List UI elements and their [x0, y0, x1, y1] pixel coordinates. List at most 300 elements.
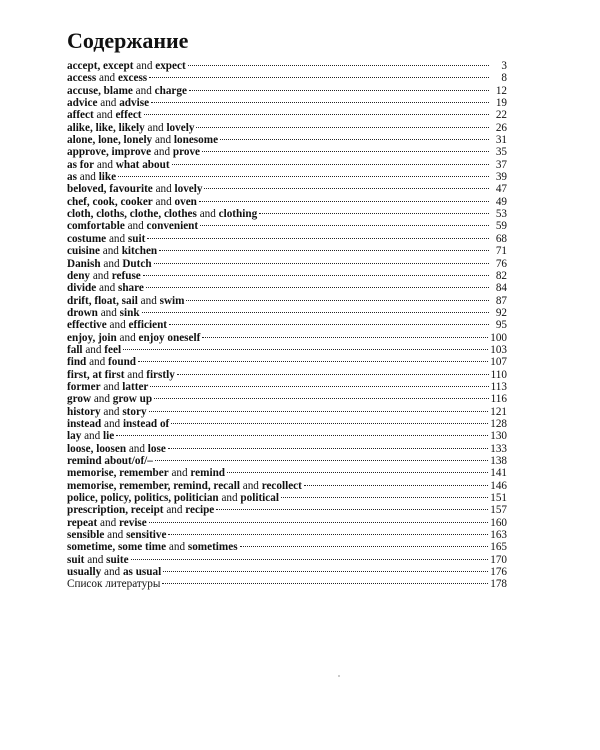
- toc-term: refuse: [111, 269, 141, 282]
- toc-entry-label: [67, 245, 157, 257]
- dot-leader: [150, 386, 488, 387]
- dot-leader: [147, 238, 489, 239]
- page-number: 100: [490, 331, 507, 344]
- toc-term: comfortable: [67, 220, 125, 233]
- toc-term: as usual: [122, 566, 162, 579]
- toc-term: usually: [67, 566, 102, 579]
- toc-term: sensible: [67, 529, 105, 542]
- toc-entry-label: [67, 171, 116, 183]
- toc-entry: [67, 554, 507, 566]
- toc-entry: [67, 418, 507, 430]
- toc-entry-label: [67, 467, 225, 479]
- dot-leader: [168, 534, 488, 535]
- toc-term: enjoy oneself: [138, 331, 201, 344]
- toc-connector: and: [94, 158, 116, 171]
- dot-leader: [202, 337, 488, 338]
- toc-term: as: [67, 171, 77, 184]
- toc-term: approve, improve: [67, 146, 152, 159]
- toc-term: remind about/of/–: [67, 455, 153, 467]
- toc-entry: [67, 270, 507, 282]
- dot-leader: [116, 435, 488, 436]
- page-number: 141: [490, 467, 507, 480]
- toc-term: chef, cook, cooker: [67, 195, 153, 208]
- toc-term: alone, lone, lonely: [67, 134, 153, 147]
- toc-term: deny: [67, 269, 91, 282]
- document-page: [67, 28, 507, 591]
- toc-entry-label: [67, 504, 214, 516]
- toc-entry: [67, 307, 507, 319]
- toc-entry-label: [67, 344, 121, 356]
- toc-entry-label: [67, 529, 166, 541]
- toc-entry-label: [67, 282, 144, 294]
- toc-entry-label: [67, 233, 145, 245]
- page-number: 110: [490, 368, 507, 381]
- toc-term: advise: [119, 97, 150, 110]
- toc-term: recipe: [185, 504, 215, 517]
- toc-entry-label: [67, 220, 198, 232]
- toc-connector: and: [96, 282, 118, 295]
- toc-term: as for: [67, 158, 95, 171]
- toc-connector: and: [96, 72, 118, 85]
- toc-entry-label: [67, 418, 169, 430]
- toc-entry-label: [67, 406, 147, 418]
- page-number: 26: [495, 121, 507, 134]
- toc-connector: and: [124, 220, 147, 233]
- toc-entry-label: [67, 109, 142, 121]
- toc-connector: and: [97, 306, 120, 319]
- toc-term: political: [240, 492, 279, 505]
- toc-term: clothing: [218, 208, 258, 221]
- toc-term: effective: [67, 319, 107, 332]
- toc-connector: and: [100, 257, 123, 270]
- toc-term: lay: [67, 430, 82, 443]
- toc-entry-label: [67, 455, 153, 467]
- dot-leader: [202, 151, 489, 152]
- toc-term: Danish: [67, 257, 101, 270]
- toc-term: drift, float, sail: [67, 294, 138, 307]
- toc-connector: and: [90, 269, 112, 282]
- toc-entry: [67, 517, 507, 529]
- toc-entry-label: [67, 554, 129, 566]
- page-number: 146: [490, 479, 507, 492]
- toc-connector: and: [97, 97, 120, 110]
- page-number: 133: [490, 442, 507, 455]
- toc-term: police, policy, politics, politician: [67, 492, 219, 505]
- toc-connector: and: [166, 541, 188, 554]
- toc-term: kitchen: [121, 245, 158, 258]
- toc-connector: and: [100, 405, 123, 418]
- toc-term: suit: [67, 553, 85, 566]
- toc-connector: and: [126, 442, 148, 455]
- toc-term: sensitive: [126, 529, 167, 542]
- toc-term: remind: [190, 467, 226, 480]
- toc-term: charge: [154, 84, 187, 97]
- toc-entry: [67, 97, 507, 109]
- toc-term: suite: [106, 553, 129, 566]
- toc-entry: [67, 109, 507, 121]
- dot-leader: [281, 497, 488, 498]
- toc-term: lose: [147, 442, 166, 455]
- toc-entry-label: [67, 319, 167, 331]
- toc-entry-label: [67, 122, 194, 134]
- toc-entry-label: [67, 332, 200, 344]
- page-number: 121: [490, 405, 507, 418]
- toc-entry-label: [67, 85, 187, 97]
- toc-term: convenient: [146, 220, 199, 233]
- toc-entry-label: [67, 541, 238, 553]
- dot-leader: [151, 102, 489, 103]
- toc-term: former: [67, 380, 101, 393]
- toc-connector: and: [99, 245, 122, 258]
- toc-entry: [67, 159, 507, 171]
- toc-entry-label: [67, 356, 136, 368]
- toc-term: repeat: [67, 516, 98, 529]
- toc-term: Dutch: [122, 257, 152, 270]
- toc-entry-label: [67, 208, 257, 220]
- toc-connector: and: [116, 331, 139, 344]
- dot-leader: [216, 509, 488, 510]
- dot-leader: [304, 485, 488, 486]
- page-title: Содержание: [67, 28, 189, 53]
- toc-entry-label: [67, 566, 161, 578]
- toc-entry-label: [67, 97, 149, 109]
- page-number: 49: [495, 195, 507, 208]
- toc-term: efficient: [128, 319, 168, 332]
- toc-term: accept, except: [67, 60, 134, 72]
- dot-leader: [240, 546, 489, 547]
- toc-term: sometimes: [187, 541, 238, 554]
- toc-connector: and: [91, 393, 113, 406]
- dot-leader: [227, 472, 488, 473]
- toc-entry-label: [67, 517, 147, 529]
- page-number: 163: [490, 529, 507, 542]
- dot-leader: [200, 225, 489, 226]
- dot-leader: [220, 139, 489, 140]
- toc-connector: and: [133, 60, 156, 72]
- toc-entry: [67, 344, 507, 356]
- toc-entry: [67, 282, 507, 294]
- toc-term: costume: [67, 232, 107, 245]
- dot-leader: [154, 398, 489, 399]
- toc-entry: [67, 319, 507, 331]
- toc-entry: [67, 356, 507, 368]
- page-number: 12: [495, 84, 507, 97]
- page-number: 92: [495, 306, 507, 319]
- dot-leader: [188, 65, 489, 66]
- page-number: 8: [501, 72, 507, 85]
- dot-leader: [172, 164, 489, 165]
- dot-leader: [146, 287, 489, 288]
- toc-connector: and: [101, 566, 123, 579]
- toc-connector: and: [86, 356, 109, 369]
- page-number: 76: [495, 257, 507, 270]
- toc-connector: and: [163, 504, 186, 517]
- toc-entry: [67, 492, 507, 504]
- toc-term: sometime, some time: [67, 541, 167, 554]
- toc-entry: [67, 578, 507, 590]
- dot-leader: [199, 201, 489, 202]
- toc-entry-label: [67, 60, 186, 72]
- toc-term: lonesome: [173, 134, 219, 147]
- toc-term: what about: [115, 158, 170, 171]
- page-number: 47: [495, 183, 507, 196]
- toc-term: alike, like, likely: [67, 121, 145, 134]
- dot-leader: [162, 583, 488, 584]
- toc-entry: [67, 443, 507, 455]
- toc-entry: [67, 455, 507, 467]
- toc-entry-label: [67, 480, 302, 492]
- toc-entry: [67, 332, 507, 344]
- toc-term: enjoy, join: [67, 331, 117, 344]
- toc-term: cuisine: [67, 245, 100, 258]
- toc-term: firstly: [146, 368, 175, 381]
- toc-connector: and: [196, 208, 219, 221]
- dot-leader: [131, 559, 489, 560]
- toc-entry: [67, 196, 507, 208]
- toc-term: affect: [67, 109, 94, 122]
- toc-entry-label: [67, 183, 202, 195]
- toc-entry-label: [67, 146, 200, 158]
- toc-term: access: [67, 72, 97, 85]
- toc-connector: and: [152, 134, 174, 147]
- page-number: 128: [490, 417, 507, 430]
- page-number: 95: [495, 319, 507, 332]
- toc-term: instead: [67, 417, 102, 430]
- toc-connector: and: [84, 553, 107, 566]
- toc-term: prescription, receipt: [67, 504, 164, 517]
- toc-term: share: [117, 282, 144, 295]
- toc-entry-label: [67, 295, 184, 307]
- page-number: 160: [490, 516, 507, 529]
- page-number: 130: [490, 430, 507, 443]
- toc-entry: [67, 245, 507, 257]
- toc-entry: [67, 60, 507, 72]
- dot-leader: [168, 448, 488, 449]
- toc-term: oven: [174, 195, 197, 208]
- toc-term: lie: [103, 430, 115, 443]
- page-number: 87: [495, 294, 507, 307]
- toc-term: revise: [119, 516, 147, 529]
- toc-entry: [67, 220, 507, 232]
- toc-connector: and: [168, 467, 191, 480]
- dot-leader: [171, 423, 488, 424]
- toc-connector: and: [81, 430, 104, 443]
- toc-connector: and: [106, 319, 129, 332]
- page-number: 31: [495, 134, 507, 147]
- toc-entry-label: [67, 393, 152, 405]
- dot-leader: [186, 300, 489, 301]
- toc-term: feel: [104, 343, 122, 356]
- toc-entry: [67, 122, 507, 134]
- toc-connector: and: [97, 516, 119, 529]
- toc-connector: and: [104, 529, 127, 542]
- page-number: 53: [495, 208, 507, 221]
- toc-entry-label: [67, 381, 148, 393]
- toc-connector: and: [151, 146, 173, 159]
- toc-connector: and: [76, 171, 99, 184]
- toc-term: accuse, blame: [67, 84, 133, 97]
- toc-entry: [67, 72, 507, 84]
- toc-term: like: [98, 171, 117, 184]
- toc-term: swim: [159, 294, 185, 307]
- toc-connector: and: [82, 343, 105, 356]
- toc-term: drown: [67, 306, 98, 319]
- toc-term: excess: [117, 72, 148, 85]
- toc-entry: [67, 233, 507, 245]
- toc-entry-label: [67, 159, 170, 171]
- toc-entry-label: [67, 196, 197, 208]
- toc-term: effect: [115, 109, 142, 122]
- dot-leader: [154, 263, 489, 264]
- page-number: 178: [490, 578, 507, 591]
- dot-leader: [118, 176, 489, 177]
- page-number: 19: [495, 97, 507, 110]
- toc-term: prove: [172, 146, 201, 159]
- toc-entry-label: [67, 270, 141, 282]
- toc-term: advice: [67, 97, 98, 110]
- toc-connector: and: [218, 492, 241, 505]
- page-number: 71: [495, 245, 507, 258]
- toc-entry: [67, 369, 507, 381]
- toc-term: story: [122, 405, 147, 418]
- toc-entry-label: [67, 492, 279, 504]
- page-number: 37: [495, 158, 507, 171]
- page-number: 157: [490, 504, 507, 517]
- page-number: 113: [490, 380, 507, 393]
- toc-term: memorise, remember: [67, 467, 169, 480]
- page-number: 84: [495, 282, 507, 295]
- toc-term: memorise, remember, remind, recall: [67, 479, 240, 492]
- toc-connector: and: [152, 183, 175, 196]
- dot-leader: [169, 324, 489, 325]
- toc-entry: [67, 295, 507, 307]
- dot-leader: [144, 114, 489, 115]
- dot-leader: [204, 188, 489, 189]
- toc-entry-label: [67, 578, 160, 590]
- toc-connector: and: [101, 417, 123, 430]
- page-number: 103: [490, 343, 507, 356]
- toc-entry-label: [67, 258, 152, 270]
- dot-leader: [149, 77, 489, 78]
- toc-connector: and: [152, 195, 175, 208]
- toc-connector: and: [93, 109, 116, 122]
- toc-entry: [67, 393, 507, 405]
- table-of-contents: [67, 60, 507, 591]
- toc-connector: and: [132, 84, 155, 97]
- toc-entry: [67, 467, 507, 479]
- page-number: 107: [490, 356, 507, 369]
- toc-term: beloved, favourite: [67, 183, 153, 196]
- toc-connector: and: [144, 121, 167, 134]
- scan-speck: [338, 675, 340, 677]
- toc-term: cloth, cloths, clothe, clothes: [67, 208, 197, 221]
- toc-entry: [67, 146, 507, 158]
- dot-leader: [143, 275, 489, 276]
- toc-entry: [67, 480, 507, 492]
- toc-connector: and: [137, 294, 160, 307]
- toc-entry: [67, 85, 507, 97]
- dot-leader: [163, 571, 488, 572]
- toc-term: first, at first: [67, 368, 125, 381]
- page-number: 165: [490, 541, 507, 554]
- toc-term: grow up: [112, 393, 153, 406]
- page-number: 170: [490, 553, 507, 566]
- page-number: 138: [490, 455, 507, 467]
- page-number: 59: [495, 220, 507, 233]
- page-number: 82: [495, 269, 507, 282]
- dot-leader: [259, 213, 489, 214]
- toc-term: lovely: [174, 183, 203, 196]
- dot-leader: [149, 522, 488, 523]
- page-number: 68: [495, 232, 507, 245]
- page-number: 22: [495, 109, 507, 122]
- toc-connector: and: [106, 232, 128, 245]
- toc-entry: [67, 529, 507, 541]
- toc-entry-label: [67, 307, 140, 319]
- toc-entry: [67, 258, 507, 270]
- toc-term: latter: [122, 380, 149, 393]
- toc-term: grow: [67, 393, 92, 406]
- dot-leader: [177, 374, 489, 375]
- toc-connector: and: [124, 368, 147, 381]
- toc-connector: Список литературы: [67, 578, 161, 591]
- dot-leader: [155, 460, 488, 461]
- toc-entry: [67, 171, 507, 183]
- page-number: 151: [490, 492, 507, 505]
- page-number: 3: [501, 60, 507, 72]
- toc-term: divide: [67, 282, 97, 295]
- toc-entry: [67, 541, 507, 553]
- page-number: 116: [490, 393, 507, 406]
- dot-leader: [196, 127, 489, 128]
- toc-term: recollect: [261, 479, 302, 492]
- toc-term: found: [108, 356, 137, 369]
- toc-entry: [67, 134, 507, 146]
- dot-leader: [149, 411, 489, 412]
- toc-entry: [67, 183, 507, 195]
- toc-term: history: [67, 405, 101, 418]
- toc-term: suit: [127, 232, 146, 245]
- toc-entry: [67, 381, 507, 393]
- toc-entry: [67, 566, 507, 578]
- toc-term: find: [67, 356, 87, 369]
- dot-leader: [159, 250, 489, 251]
- page-number: 176: [490, 566, 507, 579]
- toc-entry: [67, 406, 507, 418]
- toc-entry-label: [67, 72, 147, 84]
- toc-entry: [67, 208, 507, 220]
- toc-entry-label: [67, 443, 166, 455]
- dot-leader: [142, 312, 489, 313]
- toc-term: lovely: [166, 121, 195, 134]
- toc-connector: and: [239, 479, 262, 492]
- toc-connector: and: [100, 380, 123, 393]
- toc-entry-label: [67, 134, 218, 146]
- toc-entry: [67, 504, 507, 516]
- toc-entry: [67, 430, 507, 442]
- toc-term: instead of: [122, 417, 170, 430]
- toc-term: sink: [119, 306, 140, 319]
- dot-leader: [123, 349, 488, 350]
- dot-leader: [138, 361, 488, 362]
- toc-entry-label: [67, 430, 114, 442]
- dot-leader: [189, 90, 489, 91]
- page-number: 39: [495, 171, 507, 184]
- toc-term: fall: [67, 343, 83, 356]
- toc-term: expect: [155, 60, 186, 72]
- toc-entry-label: [67, 369, 175, 381]
- toc-term: loose, loosen: [67, 442, 127, 455]
